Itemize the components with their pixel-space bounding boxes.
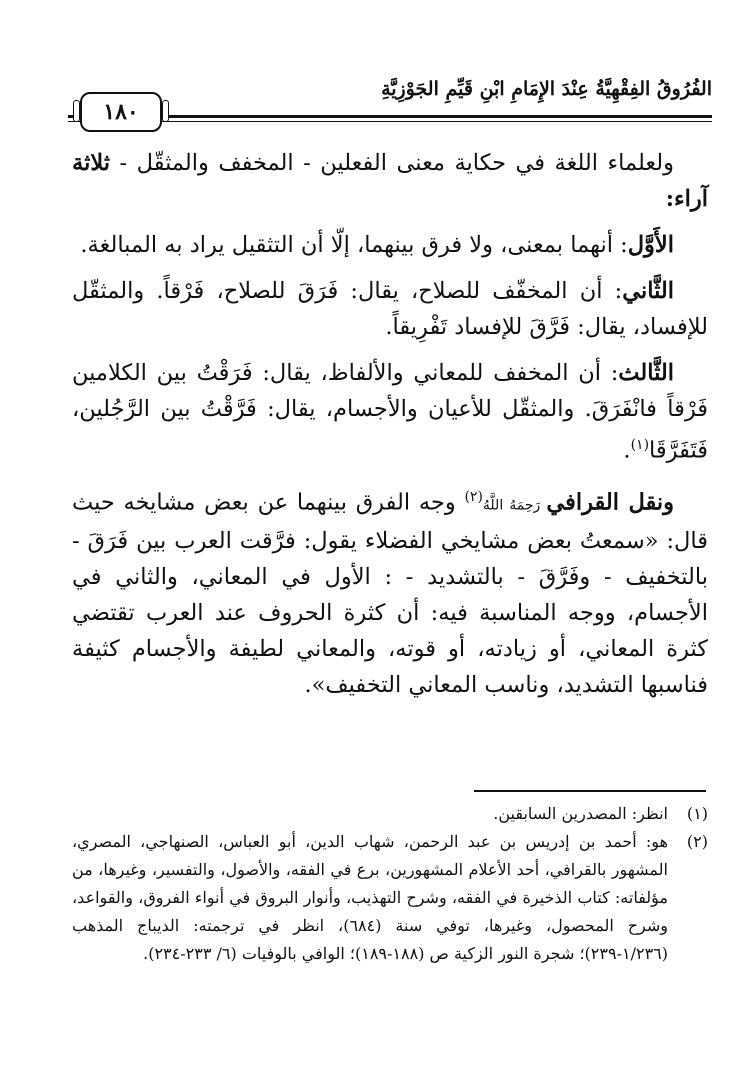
opinion-two-lead: الثَّاني xyxy=(622,278,674,304)
intro-paragraph xyxy=(72,145,708,217)
footnote-1 xyxy=(72,800,708,828)
opinion-three-lead: الثَّالث xyxy=(618,360,674,386)
opinion-one-text: : أنهما بمعنى، ولا فرق بينهما، إلّا أن التثقيل يراد به المبالغة. xyxy=(80,232,628,258)
footnote-2-text: هو: أحمد بن إدريس بن عبد الرحمن، شهاب الدين، أبو العباس، الصنهاجي، المصري، المشهور بالقرافي، أحد الأعلام المشهورين، برع في الفقه، والأصول، والتفسير، وغيرها، من مؤلفاته: كتاب الذخيرة في الفقه، وشرح التهذيب، وأنوار البروق في أنواء الفروق، والقواعد، وشرح المحصول، وغيرها، توفي سنة (٦٨٤)، انظر في ترجمته: الديباج المذهب (١/٢٣٦-٢٣٩)؛ شجرة النور الزكية ص (١٨٨-١٨٩)؛ الوافي بالوفيات (٦/ ٢٣٣-٢٣٤). xyxy=(72,832,668,963)
opinion-three-end: . xyxy=(623,437,631,464)
intro-text: ولعلماء اللغة في حكاية معنى الفعلين - المخفف والمثقّل - xyxy=(119,150,674,176)
book-title: الفُرُوقُ الفِقْهِيَّةُ عِنْدَ الإِمَامِ ابْنِ قَيِّمِ الجَوْزِيَّةِ xyxy=(381,78,712,100)
opinion-two-text: : أن المخفّف للصلاح، يقال: فَرَقَ للصلاح، فَرْقاً. والمثقّل للإفساد، يقال: فَرَّقَ للإفساد تَفْرِيقاً. xyxy=(72,278,708,340)
qarafi-paragraph xyxy=(72,479,708,704)
qarafi-honorific: رَحِمَهُ اللَّهُ xyxy=(482,497,547,513)
footnote-ref-2[interactable]: (٢) xyxy=(464,488,483,505)
qarafi-text: وجه الفرق بينهما عن بعض مشايخه حيث قال: «سمعتُ بعض مشايخي الفضلاء يقول: فرَّقت العرب بين فَرَقَ - بالتخفيف - وفَرَّقَ - بالتشديد - : الأول في المعاني، والثاني في الأجسام، ووجه المناسبة فيه: أن كثرة الحروف عند العرب تقتضي كثرة المعاني، أو زيادته، أو قوته، والمعاني لطيفة والأجسام كثيفة فناسبها التشديد، وناسب المعاني التخفيف». xyxy=(72,489,708,698)
opinion-three xyxy=(72,355,708,469)
opinion-two xyxy=(72,273,708,345)
qarafi-lead: ونقل القرافي xyxy=(546,489,674,515)
intro-bold: ثلاثة آراء: xyxy=(72,150,708,212)
footnote-1-text: انظر: المصدرين السابقين. xyxy=(493,804,668,823)
main-text xyxy=(72,145,708,713)
footnote-2-number: (٢) xyxy=(686,832,708,851)
footnote-separator xyxy=(474,790,706,792)
page-number-frame xyxy=(80,92,162,132)
opinion-one-lead: الأَوَّل xyxy=(627,232,674,258)
page-number: ١٨٠ xyxy=(103,99,139,125)
running-header xyxy=(68,78,712,125)
footnote-1-number: (١) xyxy=(686,804,708,823)
footnotes xyxy=(72,800,708,968)
opinion-three-text: : أن المخفف للمعاني والألفاظ، يقال: فَرَقْتُ بين الكلامين فَرْقاً فانْفَرَقَ. والمثقّل للأعيان والأجسام، يقال: فَرَّقْتُ بين الرَّجُلين، فَتَفَرَّقَا xyxy=(72,360,708,464)
footnote-2 xyxy=(72,828,708,968)
footnote-ref-1[interactable]: (١) xyxy=(630,437,650,453)
opinion-one xyxy=(72,227,708,263)
